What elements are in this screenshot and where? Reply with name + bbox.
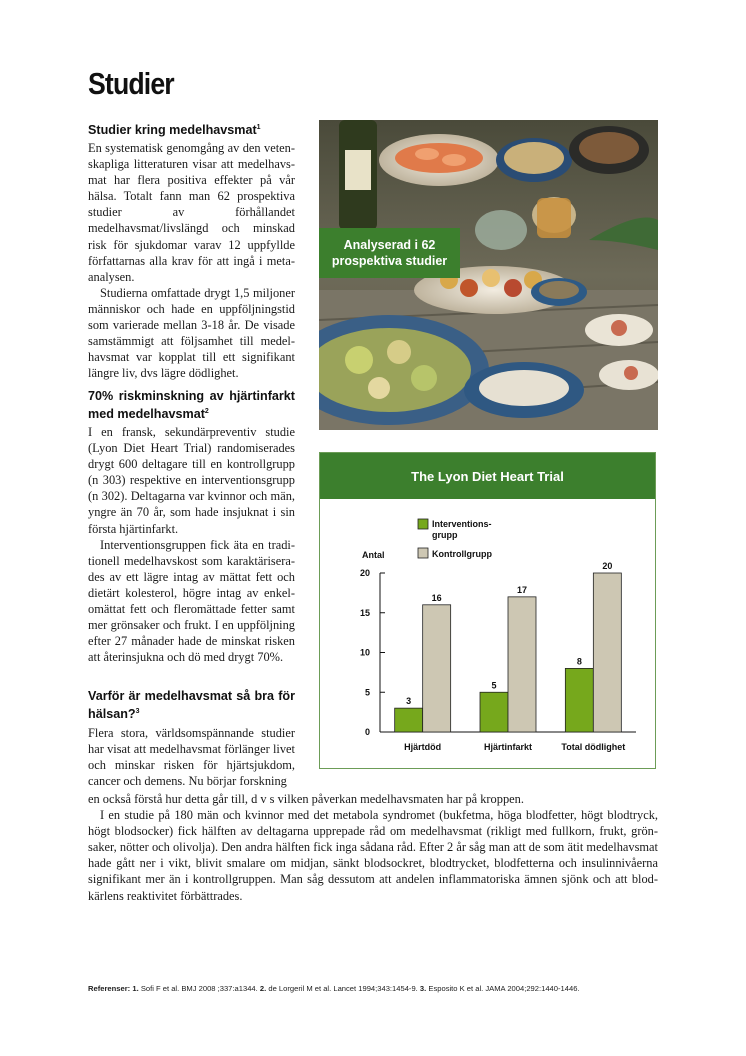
bar-value-label: 8 [576, 656, 582, 667]
bar-value-label: 17 [516, 584, 528, 595]
photo-label [319, 228, 460, 278]
legend-swatch-control [418, 548, 428, 558]
y-axis-label: Antal [362, 550, 385, 560]
section3-body [88, 791, 658, 904]
page-title: Studier [88, 66, 174, 101]
y-tick-label: 10 [359, 647, 370, 658]
section2-heading [88, 388, 295, 422]
bar [480, 692, 508, 732]
y-tick-label: 0 [364, 727, 370, 737]
reference-text: Esposito K et al. JAMA 2004;292:1440-1446. [428, 984, 580, 993]
legend-label-control: Kontrollgrupp [432, 549, 492, 559]
section2-body [88, 424, 295, 665]
bar [423, 605, 451, 732]
section1-heading [88, 120, 295, 138]
reference-num: 2. [259, 984, 267, 993]
section3-heading-text: Varför är medelhavsmat så bra för hälsan? [88, 689, 295, 721]
section3-paragraph: I en studie på 180 män och kvinnor med det metabola syndromet (bukfetma, höga blodfetter, högt blodtryck, högt blodsocker) fick hälften av deltagarna upprepade råd om medelhavsmat (rikligt med fullkorn, frukt, grönsaker, nötter och olivolja). Den andra hälften fick inga sådana råd. Efter 2 år såg man att de som ätit medelhavsmat hade gått ner i vikt, blivit smalare om midjan, sänkt blodsockret, blodtrycket, blodfetterna och insulinnivåerna signifikant mer än i kontrollgruppen. Man såg dessutom att andelen inflammatoriska ämnen sjönk och att blodkärlens reaktivitet förbättrades. [88, 808, 658, 903]
section2-paragraph: I en fransk, sekundärpreventiv studie (Lyon Diet Heart Trial) randomiserades drygt 600 deltagare till en kontrollgrupp (n 303) respektive en interventionsgrupp (n 302). Deltagarna var kvinnor och män, yngre än 70 år, som hade insjuknat i sin första hjärtinfarkt. [88, 425, 295, 536]
references [88, 984, 688, 993]
category-label: Total dödlighet [561, 742, 626, 752]
bar-value-label: 20 [602, 561, 613, 571]
bar-value-label: 3 [406, 696, 412, 707]
section3-continuation: en också förstå hur detta går till, d v s vilken påverkan medelhavsmaten har på kroppen. [88, 792, 524, 806]
section3-ref: 3 [135, 708, 140, 715]
reference-text: Sofi F et al. BMJ 2008 ;337:a1344. [140, 984, 258, 993]
section2-paragraph: Interventionsgruppen fick äta en traditionell medelhavskost som karaktäriserades av ett lägre intag av mättat fett och dietärt kolesterol, högre intag av enkelomättat fett och fleromättade fetter samt mer grönsaker och frukt. I en uppföljning efter 27 månader hade de minskat risken att återinsjukna och dö med drygt 70%. [88, 537, 295, 665]
reference-text: de Lorgeril M et al. Lancet 1994;343:1454-9. [268, 984, 418, 993]
section2-ref: 2 [204, 408, 209, 415]
category-label: Hjärtdöd [404, 742, 442, 752]
bar [395, 708, 423, 732]
bar [508, 597, 536, 732]
section1-heading-text: Studier kring medelhavsmat [88, 123, 257, 137]
bar-value-label: 16 [431, 592, 442, 603]
section3-intro [88, 725, 295, 789]
section1-paragraph: En systematisk genomgång av den vetenskapliga litteraturen visar att medelhavsmat har flera positiva effekter på vår hälsa. Totalt fann man 62 prospektiva studier av förhållandet medelhavsmat/livslängd och minskad risk för sjukdomar varav 12 uppfyllde författarnas alla krav för att ingå i meta-analysen. [88, 141, 295, 284]
section1-ref: 1 [256, 124, 261, 131]
chart-title: The Lyon Diet Heart Trial [320, 453, 655, 499]
section1-body [88, 140, 295, 381]
reference-num: 3. [419, 984, 427, 993]
bar-value-label: 5 [491, 680, 497, 691]
category-label: Hjärtinfarkt [483, 742, 533, 752]
reference-num: 1. [132, 984, 139, 993]
y-tick-label: 5 [364, 687, 370, 698]
section2-heading-text: 70% riskminskning av hjärtinfarkt med medelhavsmat [88, 389, 295, 421]
section3-heading [88, 688, 295, 722]
bar-chart [320, 499, 655, 768]
bar [593, 573, 621, 732]
legend-label-intervention: Interventions-grupp [432, 519, 492, 540]
section1-paragraph: Studierna omfattade drygt 1,5 miljoner människor och hade en uppföljningstid som varierade mellan 3-18 år. De visade samstämmigt att följsamhet till medelhavsmat var kopplat till ett signifikant längre liv, dvs lägre dödlighet. [88, 285, 295, 381]
photo-label-line1: Analyserad i 62 [343, 238, 436, 252]
bar [565, 668, 593, 732]
y-tick-label: 15 [359, 607, 370, 618]
legend-swatch-intervention [418, 519, 428, 529]
photo-label-line2: prospektiva studier [331, 254, 448, 268]
references-label: Referenser: [88, 984, 131, 993]
y-tick-label: 20 [359, 568, 370, 578]
section3-intro-text: Flera stora, världsomspännande studier har visat att medelhavsmat förlänger livet och minskar risken för hjärtsjukdom, cancer och demens. Nu börjar forskning [88, 726, 295, 789]
